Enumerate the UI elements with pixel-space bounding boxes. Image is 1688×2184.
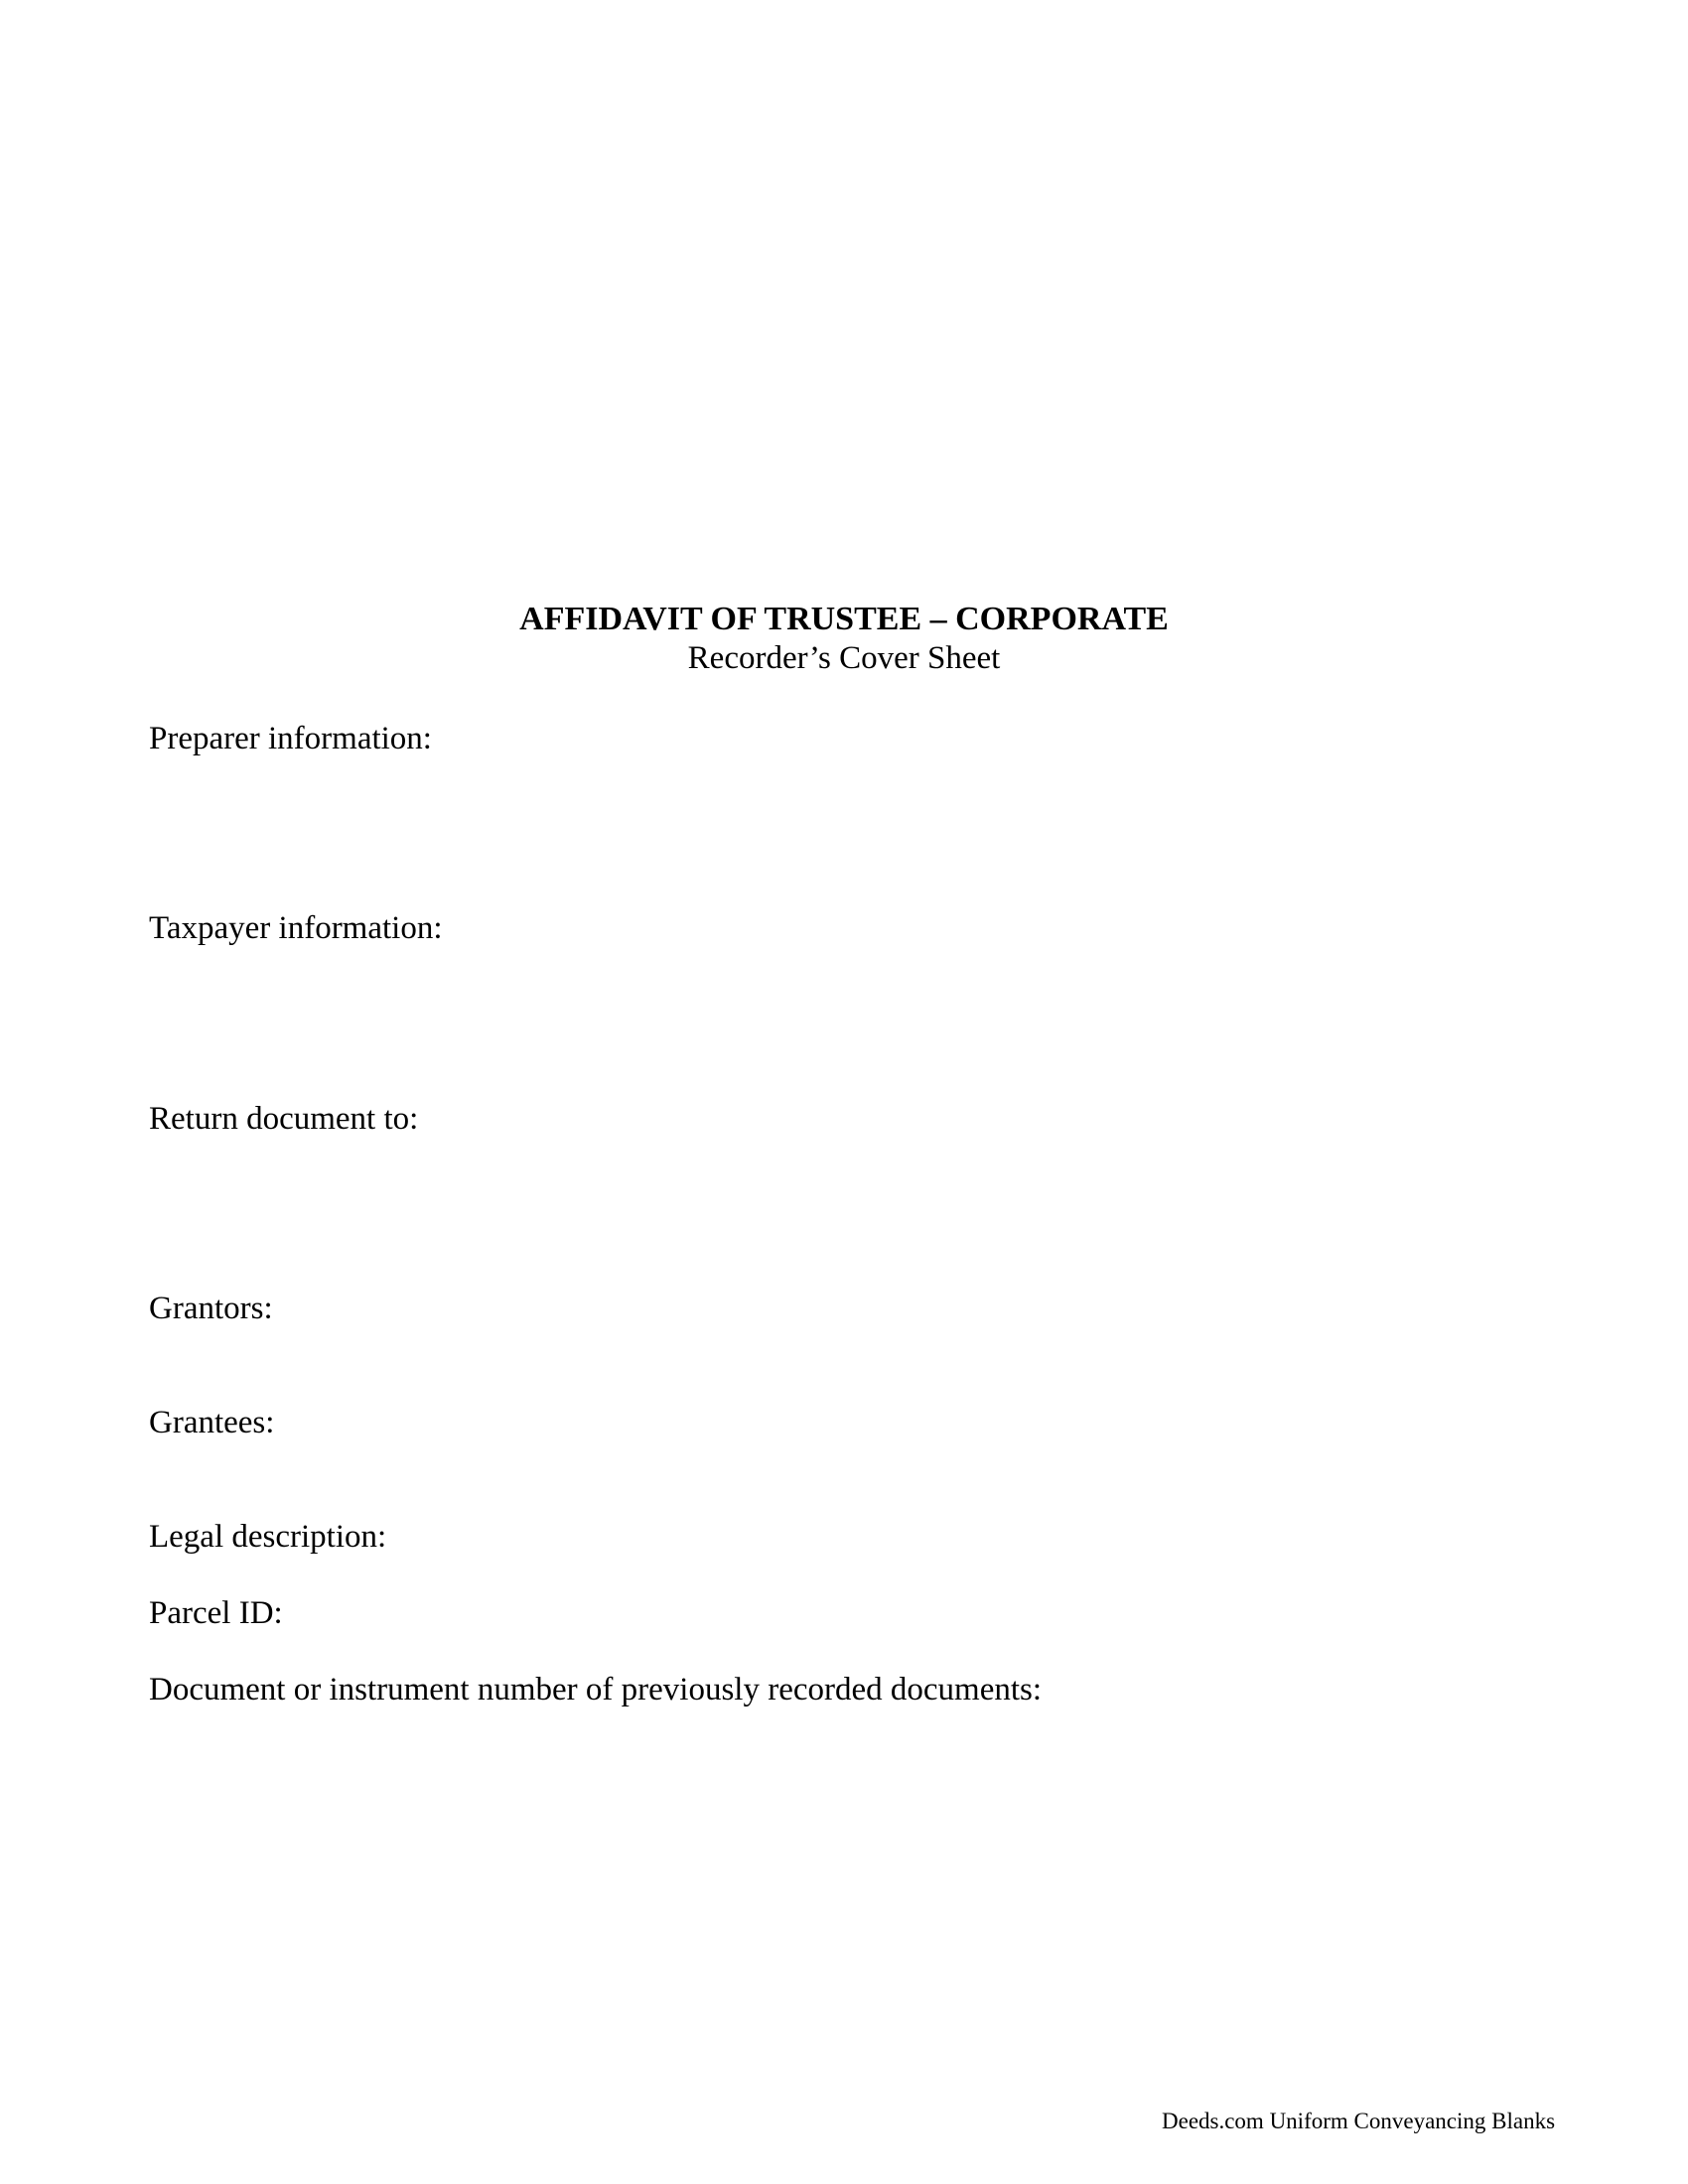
document-subtitle: Recorder’s Cover Sheet xyxy=(687,640,1001,676)
legal-description-label: Legal description: xyxy=(149,1519,387,1555)
taxpayer-information-label: Taxpayer information: xyxy=(149,910,443,946)
parcel-id-label: Parcel ID: xyxy=(149,1595,283,1631)
grantees-label: Grantees: xyxy=(149,1405,275,1440)
previous-documents-label: Document or instrument number of previously recorded documents: xyxy=(149,1672,1043,1707)
document-title: AFFIDAVIT OF TRUSTEE – CORPORATE xyxy=(519,601,1169,637)
footer-text: Deeds.com Uniform Conveyancing Blanks xyxy=(1162,2109,1556,2133)
return-document-to-label: Return document to: xyxy=(149,1101,419,1137)
preparer-information-label: Preparer information: xyxy=(149,721,432,756)
grantors-label: Grantors: xyxy=(149,1291,273,1326)
